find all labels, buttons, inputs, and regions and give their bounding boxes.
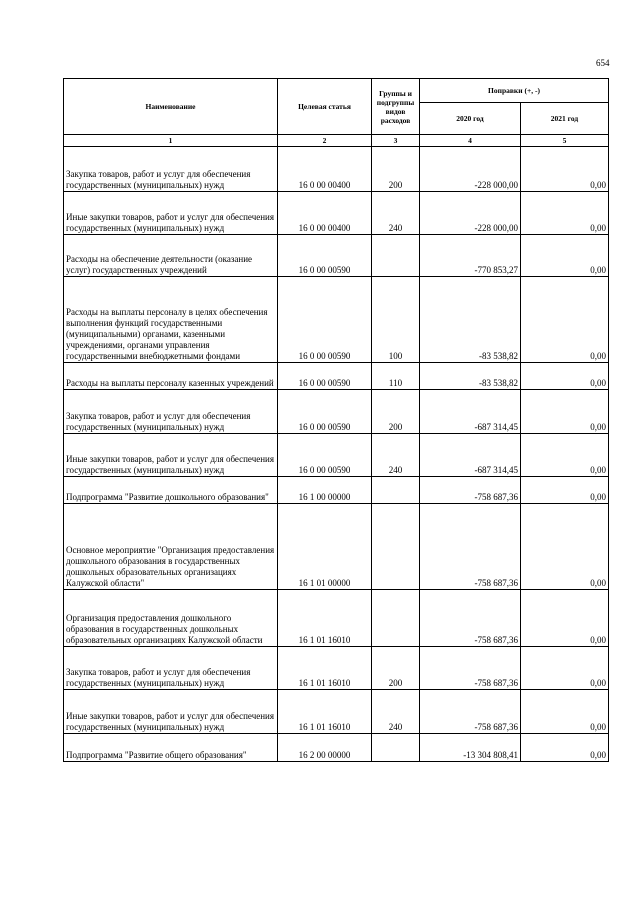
row-name: Основное мероприятие "Организация предоставления дошкольного образования в государственных дошкольных образовательных организациях Калужской области" [64, 504, 278, 590]
row-name: Организация предоставления дошкольного образования в государственных дошкольных образовательных организациях Калужской области [64, 590, 278, 647]
row-amount-2021: 0,00 [521, 477, 609, 504]
row-name: Закупка товаров, работ и услуг для обеспечения государственных (муниципальных) нужд [64, 147, 278, 192]
row-expense-group: 100 [372, 277, 420, 363]
row-name: Расходы на обеспечение деятельности (оказание услуг) государственных учреждений [64, 235, 278, 277]
table-row [64, 504, 609, 590]
row-target-article: 16 1 00 00000 [278, 477, 372, 504]
table-row [64, 477, 609, 504]
row-target-article: 16 0 00 00590 [278, 277, 372, 363]
table-row [64, 147, 609, 192]
row-amount-2021: 0,00 [521, 504, 609, 590]
row-name: Закупка товаров, работ и услуг для обеспечения государственных (муниципальных) нужд [64, 647, 278, 690]
row-target-article: 16 0 00 00400 [278, 147, 372, 192]
row-amount-2020: -83 538,82 [420, 277, 521, 363]
col-number: 2 [278, 135, 372, 147]
page-number: 654 [596, 58, 610, 68]
row-expense-group: 110 [372, 363, 420, 390]
row-target-article: 16 1 01 16010 [278, 647, 372, 690]
row-expense-group [372, 235, 420, 277]
row-amount-2021: 0,00 [521, 590, 609, 647]
row-name: Подпрограмма "Развитие дошкольного образования" [64, 477, 278, 504]
header-amendments: Поправки (+, -) [420, 79, 609, 103]
row-amount-2020: -83 538,82 [420, 363, 521, 390]
row-expense-group: 240 [372, 434, 420, 477]
row-amount-2020: -13 304 808,41 [420, 734, 521, 762]
row-expense-group [372, 504, 420, 590]
row-amount-2020: -758 687,36 [420, 504, 521, 590]
row-name: Подпрограмма "Развитие общего образования" [64, 734, 278, 762]
header-groups: Группы и подгруппы видов расходов [372, 79, 420, 135]
row-expense-group [372, 590, 420, 647]
row-name: Иные закупки товаров, работ и услуг для обеспечения государственных (муниципальных) нужд [64, 434, 278, 477]
row-target-article: 16 0 00 00590 [278, 390, 372, 434]
row-amount-2021: 0,00 [521, 277, 609, 363]
row-expense-group: 240 [372, 192, 420, 235]
row-amount-2021: 0,00 [521, 363, 609, 390]
col-number: 3 [372, 135, 420, 147]
row-amount-2020: -758 687,36 [420, 477, 521, 504]
table-row [64, 690, 609, 734]
row-expense-group: 240 [372, 690, 420, 734]
table-row [64, 434, 609, 477]
col-number: 4 [420, 135, 521, 147]
row-expense-group: 200 [372, 147, 420, 192]
row-target-article: 16 1 01 00000 [278, 504, 372, 590]
table-row [64, 192, 609, 235]
row-target-article: 16 0 00 00590 [278, 434, 372, 477]
row-amount-2021: 0,00 [521, 434, 609, 477]
table-row [64, 590, 609, 647]
row-expense-group: 200 [372, 647, 420, 690]
table-body [64, 147, 609, 762]
row-target-article: 16 0 00 00590 [278, 363, 372, 390]
row-amount-2021: 0,00 [521, 235, 609, 277]
row-name: Расходы на выплаты персоналу в целях обеспечения выполнения функций государственными (муниципальными) органами, казенными учреждениями, органами управления государственными внебюджетными фондами [64, 277, 278, 363]
budget-amendments-table [63, 78, 609, 762]
row-target-article: 16 0 00 00400 [278, 192, 372, 235]
table-header [64, 79, 609, 147]
row-name: Иные закупки товаров, работ и услуг для обеспечения государственных (муниципальных) нужд [64, 192, 278, 235]
header-year-2021: 2021 год [521, 103, 609, 135]
row-amount-2021: 0,00 [521, 690, 609, 734]
header-year-2020: 2020 год [420, 103, 521, 135]
row-amount-2020: -758 687,36 [420, 590, 521, 647]
row-name: Закупка товаров, работ и услуг для обеспечения государственных (муниципальных) нужд [64, 390, 278, 434]
row-target-article: 16 1 01 16010 [278, 690, 372, 734]
row-amount-2021: 0,00 [521, 192, 609, 235]
row-amount-2020: -687 314,45 [420, 434, 521, 477]
table-row [64, 390, 609, 434]
row-target-article: 16 0 00 00590 [278, 235, 372, 277]
col-number: 5 [521, 135, 609, 147]
row-amount-2020: -758 687,36 [420, 647, 521, 690]
row-expense-group [372, 477, 420, 504]
header-name: Наименование [64, 79, 278, 135]
table-row [64, 647, 609, 690]
row-target-article: 16 2 00 00000 [278, 734, 372, 762]
row-amount-2021: 0,00 [521, 734, 609, 762]
row-amount-2021: 0,00 [521, 390, 609, 434]
table-row [64, 363, 609, 390]
row-amount-2021: 0,00 [521, 147, 609, 192]
row-amount-2020: -228 000,00 [420, 147, 521, 192]
table-row [64, 235, 609, 277]
header-target-article: Целевая статья [278, 79, 372, 135]
row-target-article: 16 1 01 16010 [278, 590, 372, 647]
row-amount-2020: -770 853,27 [420, 235, 521, 277]
row-expense-group [372, 734, 420, 762]
row-expense-group: 200 [372, 390, 420, 434]
table-row [64, 277, 609, 363]
row-amount-2021: 0,00 [521, 647, 609, 690]
row-amount-2020: -758 687,36 [420, 690, 521, 734]
col-number: 1 [64, 135, 278, 147]
row-name: Иные закупки товаров, работ и услуг для обеспечения государственных (муниципальных) нужд [64, 690, 278, 734]
row-amount-2020: -228 000,00 [420, 192, 521, 235]
table-row [64, 734, 609, 762]
row-amount-2020: -687 314,45 [420, 390, 521, 434]
row-name: Расходы на выплаты персоналу казенных учреждений [64, 363, 278, 390]
